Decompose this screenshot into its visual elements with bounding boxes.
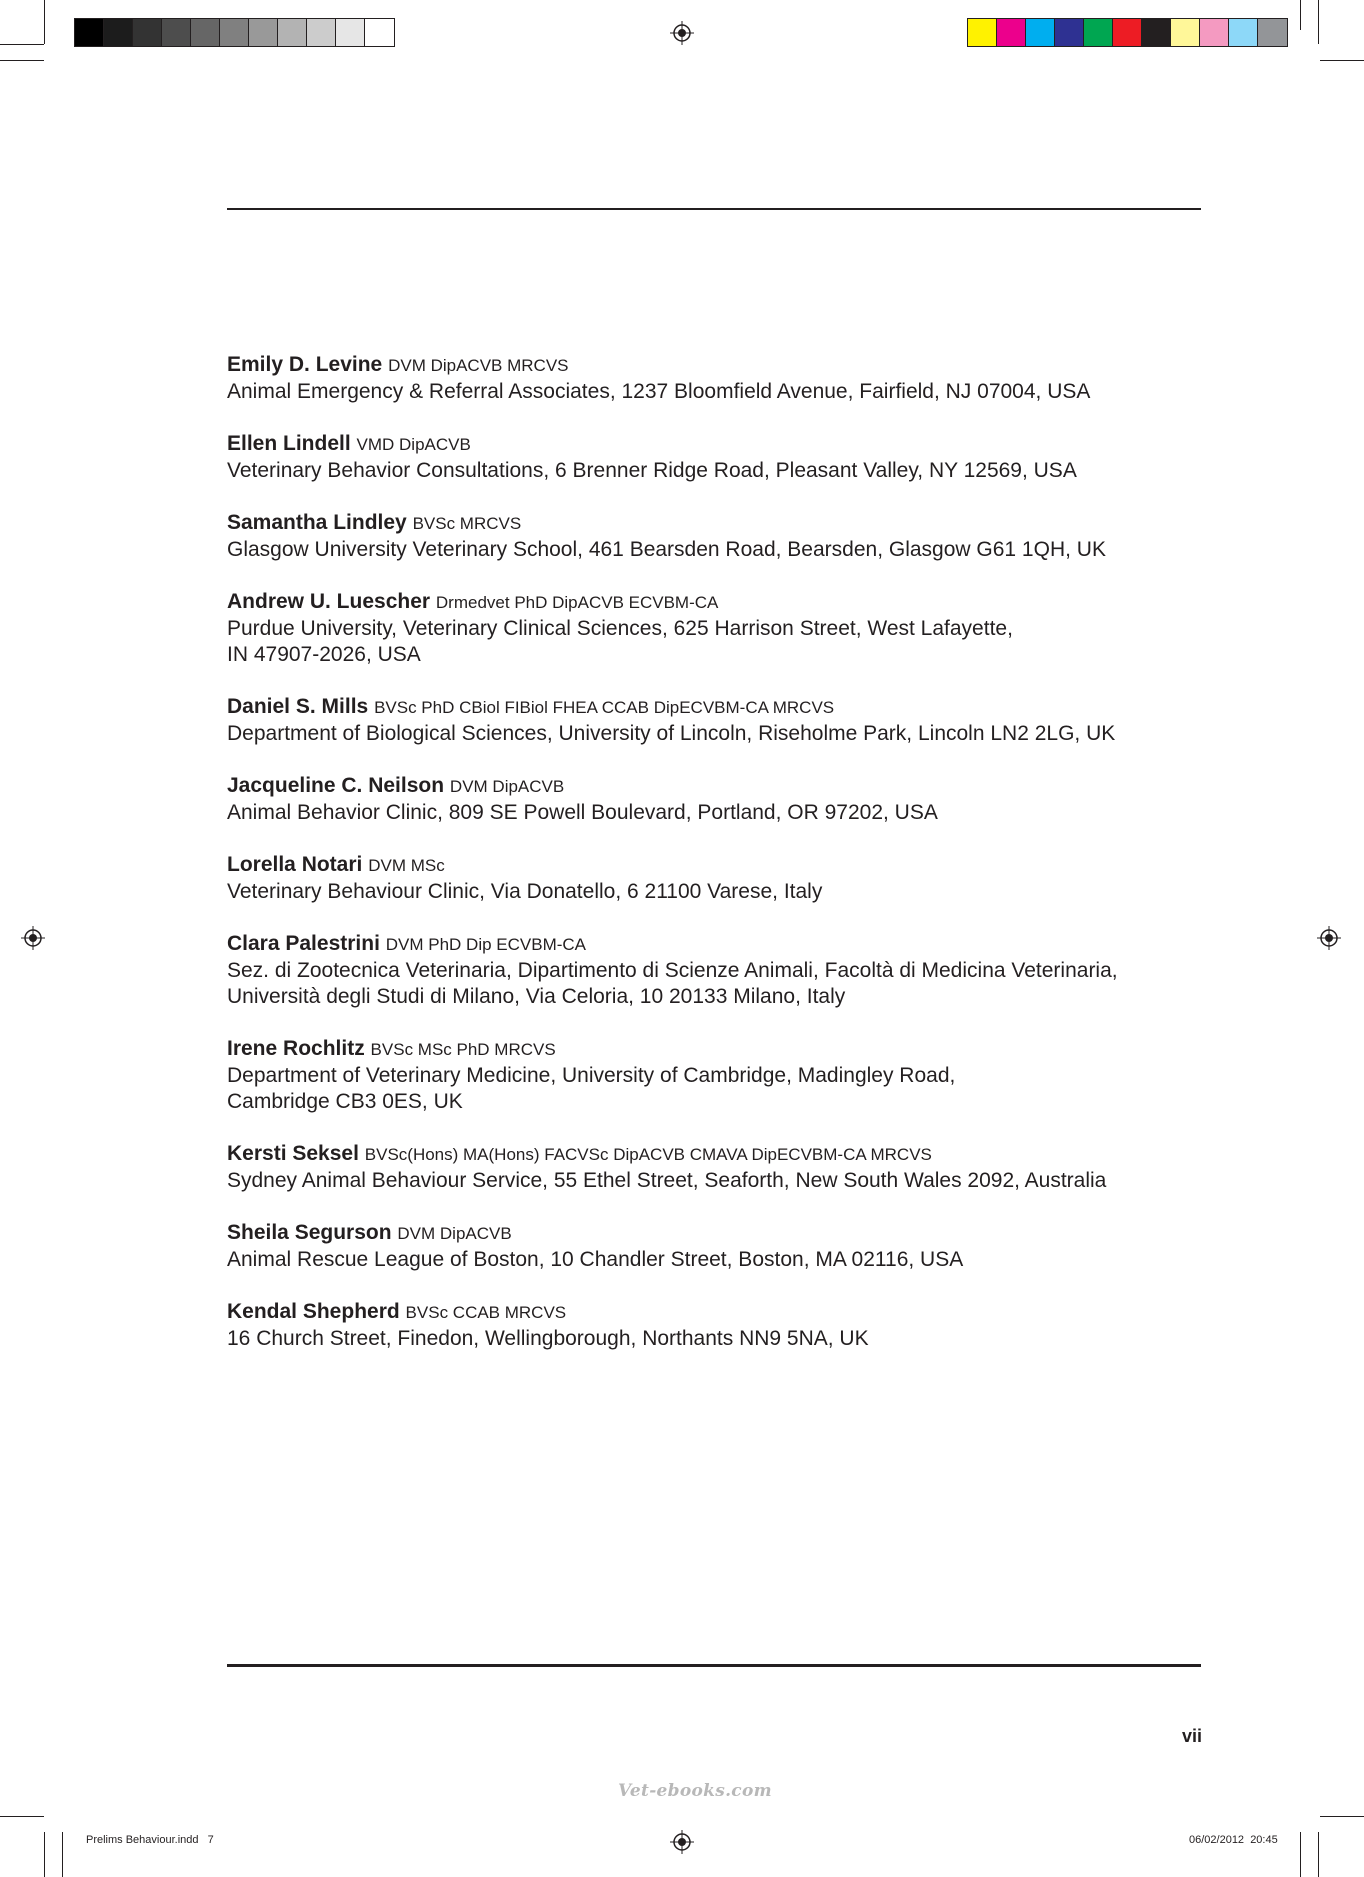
slug-datetime — [1189, 1834, 1278, 1846]
page-number: vii — [1181, 1726, 1202, 1746]
crop-mark — [1318, 1832, 1319, 1877]
registration-target-icon — [1317, 926, 1341, 950]
contributor-heading — [227, 1220, 1227, 1247]
crop-mark — [1320, 60, 1364, 61]
crop-mark — [44, 1832, 45, 1877]
contributor-address-line: Veterinary Behaviour Clinic, Via Donatello, 6 21100 Varese, Italy — [227, 880, 823, 903]
contributor-entry — [227, 1299, 1227, 1352]
contributor-name: Daniel S. Mills — [227, 695, 369, 718]
crop-mark — [1318, 0, 1319, 44]
contributor-qualifications: BVSc PhD CBiol FIBiol FHEA CCAB DipECVBM-CA MRCVS — [374, 698, 835, 717]
grayscale-swatch — [133, 19, 162, 46]
contributor-entry — [227, 852, 1227, 905]
slug-date: 06/02/2012 — [1189, 1834, 1245, 1846]
grayscale-swatch — [336, 19, 365, 46]
registration-target-icon — [21, 926, 45, 950]
contributor-name: Lorella Notari — [227, 853, 363, 876]
crop-mark — [0, 44, 44, 45]
contributor-entry — [227, 352, 1227, 405]
process-color-swatch — [1229, 19, 1258, 46]
process-color-swatch — [1200, 19, 1229, 46]
contributor-address-line: Università degli Studi di Milano, Via Celoria, 10 20133 Milano, Italy — [227, 985, 846, 1008]
contributor-qualifications: DVM DipACVB — [397, 1224, 512, 1243]
contributor-address-line: Department of Veterinary Medicine, University of Cambridge, Madingley Road, — [227, 1064, 956, 1087]
contributor-entry — [227, 510, 1227, 563]
contributor-entry — [227, 1220, 1227, 1273]
contributor-entry — [227, 431, 1227, 484]
contributor-entry — [227, 773, 1227, 826]
contributor-heading — [227, 694, 1227, 721]
process-color-swatch — [968, 19, 997, 46]
process-color-swatch — [1142, 19, 1171, 46]
crop-mark — [1300, 0, 1301, 30]
contributor-heading — [227, 352, 1227, 379]
grayscale-swatch — [220, 19, 249, 46]
contributor-qualifications: Drmedvet PhD DipACVB ECVBM-CA — [435, 593, 719, 612]
registration-target-icon — [670, 21, 694, 45]
grayscale-swatch — [249, 19, 278, 46]
slug-time: 20:45 — [1250, 1834, 1278, 1846]
contributor-qualifications: DVM DipACVB MRCVS — [388, 356, 569, 375]
grayscale-swatch — [278, 19, 307, 46]
contributor-heading — [227, 931, 1227, 958]
contributor-heading — [227, 589, 1227, 616]
contributor-name: Jacqueline C. Neilson — [227, 774, 445, 797]
process-color-swatch — [1171, 19, 1200, 46]
crop-mark — [0, 1816, 44, 1817]
contributor-name: Kendal Shepherd — [227, 1300, 400, 1323]
contributor-qualifications: DVM MSc — [368, 856, 445, 875]
contributor-name: Sheila Segurson — [227, 1221, 392, 1244]
contributor-name: Samantha Lindley — [227, 511, 407, 534]
crop-mark — [44, 0, 45, 44]
contributor-name: Irene Rochlitz — [227, 1037, 365, 1060]
contributor-qualifications: BVSc(Hons) MA(Hons) FACVSc DipACVB CMAVA DipECVBM-CA MRCVS — [364, 1145, 932, 1164]
crop-mark — [0, 60, 44, 61]
contributor-address-line: Animal Rescue League of Boston, 10 Chandler Street, Boston, MA 02116, USA — [227, 1248, 964, 1271]
crop-mark — [62, 1832, 63, 1877]
contributor-address-line: Animal Emergency & Referral Associates, 1237 Bloomfield Avenue, Fairfield, NJ 07004, USA — [227, 380, 1091, 403]
contributor-address-line: Veterinary Behavior Consultations, 6 Brenner Ridge Road, Pleasant Valley, NY 12569, USA — [227, 459, 1077, 482]
grayscale-color-bar — [74, 18, 395, 47]
contributor-heading — [227, 773, 1227, 800]
contributor-qualifications: DVM PhD Dip ECVBM-CA — [385, 935, 587, 954]
slug-filename: Prelims Behaviour.indd 7 — [86, 1834, 214, 1846]
contributor-address-line: Purdue University, Veterinary Clinical Sciences, 625 Harrison Street, West Lafayette, — [227, 617, 1013, 640]
contributor-name: Kersti Seksel — [227, 1142, 359, 1165]
process-color-swatch — [1026, 19, 1055, 46]
contributor-list — [227, 352, 1227, 1378]
crop-mark — [1320, 1816, 1364, 1817]
contributor-entry — [227, 1141, 1227, 1194]
contributor-entry — [227, 694, 1227, 747]
footer-rule — [227, 1664, 1201, 1667]
contributor-heading — [227, 852, 1227, 879]
registration-target-icon — [670, 1830, 694, 1854]
contributor-name: Emily D. Levine — [227, 353, 383, 376]
contributor-entry — [227, 1036, 1227, 1115]
contributor-qualifications: BVSc MSc PhD MRCVS — [370, 1040, 556, 1059]
grayscale-swatch — [162, 19, 191, 46]
grayscale-swatch — [191, 19, 220, 46]
contributor-heading — [227, 1299, 1227, 1326]
process-color-swatch — [1258, 19, 1287, 46]
contributor-address-line: IN 47907-2026, USA — [227, 643, 421, 666]
contributor-heading — [227, 1141, 1227, 1168]
contributor-entry — [227, 589, 1227, 668]
contributor-qualifications: BVSc MRCVS — [412, 514, 522, 533]
contributor-entry — [227, 931, 1227, 1010]
grayscale-swatch — [75, 19, 104, 46]
header-rule — [227, 208, 1201, 210]
contributor-heading — [227, 510, 1227, 537]
process-color-swatch — [1113, 19, 1142, 46]
contributor-address-line: Glasgow University Veterinary School, 461 Bearsden Road, Bearsden, Glasgow G61 1QH, UK — [227, 538, 1106, 561]
contributor-address-line: Sez. di Zootecnica Veterinaria, Dipartimento di Scienze Animali, Facoltà di Medicina Veterinaria, — [227, 959, 1118, 982]
grayscale-swatch — [307, 19, 336, 46]
grayscale-swatch — [104, 19, 133, 46]
contributor-address-line: 16 Church Street, Finedon, Wellingborough, Northants NN9 5NA, UK — [227, 1327, 869, 1350]
contributor-name: Andrew U. Luescher — [227, 590, 431, 613]
process-color-swatch — [1084, 19, 1113, 46]
contributor-address-line: Sydney Animal Behaviour Service, 55 Ethel Street, Seaforth, New South Wales 2092, Australia — [227, 1169, 1107, 1192]
contributor-qualifications: BVSc CCAB MRCVS — [405, 1303, 567, 1322]
contributor-heading — [227, 1036, 1227, 1063]
contributor-address-line: Animal Behavior Clinic, 809 SE Powell Boulevard, Portland, OR 97202, USA — [227, 801, 938, 824]
process-color-swatch — [1055, 19, 1084, 46]
contributor-name: Clara Palestrini — [227, 932, 380, 955]
contributor-qualifications: DVM DipACVB — [449, 777, 565, 796]
contributor-heading — [227, 431, 1227, 458]
contributor-address-line: Department of Biological Sciences, University of Lincoln, Riseholme Park, Lincoln LN2 2LG, UK — [227, 722, 1116, 745]
watermark-text: Vet-ebooks.com — [618, 1781, 772, 1801]
contributor-name: Ellen Lindell — [227, 432, 351, 455]
process-color-bar — [967, 18, 1288, 47]
contributor-qualifications: VMD DipACVB — [356, 435, 471, 454]
process-color-swatch — [997, 19, 1026, 46]
grayscale-swatch — [365, 19, 394, 46]
crop-mark — [1300, 1832, 1301, 1877]
contributor-address-line: Cambridge CB3 0ES, UK — [227, 1090, 463, 1113]
